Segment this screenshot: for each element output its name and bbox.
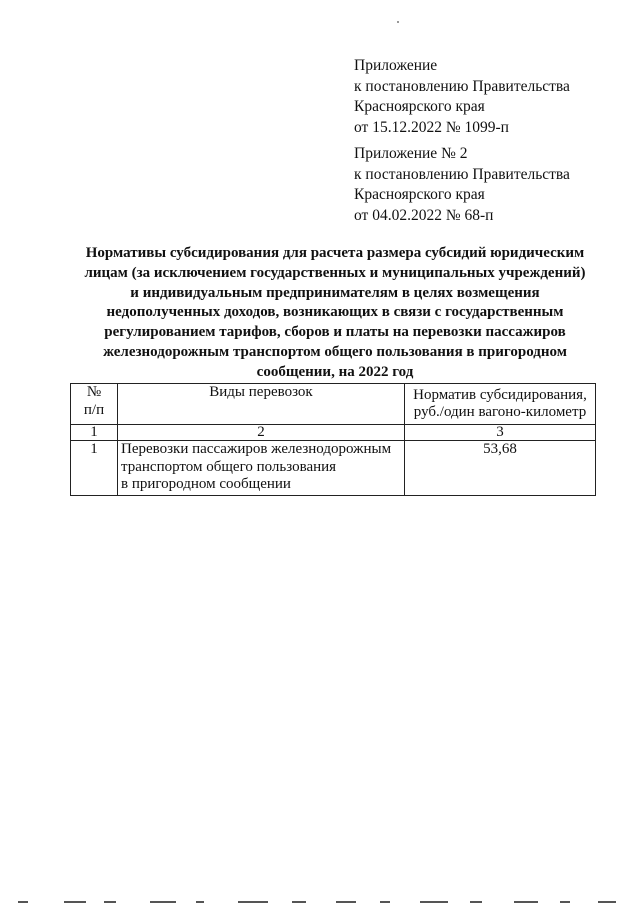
header-number-abbr: п/п <box>83 401 105 418</box>
appendix-reference-original <box>354 144 570 226</box>
title-line: регулированием тарифов, сборов и платы на перевозки пассажиров <box>104 324 566 341</box>
appendix-label: Приложение № 2 <box>354 145 468 162</box>
scan-footer-marks <box>0 899 640 905</box>
appendix-reference-current <box>354 56 570 138</box>
subsidy-norms-table <box>70 383 596 496</box>
row-transport-type <box>118 441 405 496</box>
column-number: 1 <box>71 425 118 441</box>
appendix-region: Красноярского края <box>354 186 485 203</box>
appendix-label: Приложение <box>354 57 438 74</box>
header-norm-cell <box>405 384 596 425</box>
title-line: сообщении, на 2022 год <box>256 363 414 380</box>
row-transport-type-line: транспортом общего пользования <box>121 458 337 475</box>
appendix-date-number: от 04.02.2022 № 68-п <box>354 206 494 224</box>
title-line: Нормативы субсидирования для расчета размера субсидий юридическим <box>85 245 585 261</box>
appendix-resolution: к постановлению Правительства <box>354 165 570 183</box>
appendix-region: Красноярского края <box>354 98 485 115</box>
title-line: и индивидуальным предпринимателям в целях возмещения <box>130 284 540 301</box>
header-number-cell <box>71 384 118 425</box>
header-transport-type: Виды перевозок <box>209 384 313 400</box>
header-norm-line2: руб./один вагоно-километр <box>413 404 587 420</box>
column-number: 3 <box>405 425 596 441</box>
column-number-row <box>71 425 596 441</box>
title-line: железнодорожным транспортом общего пользования в пригородном <box>103 343 567 360</box>
header-norm-line1: Норматив субсидирования, <box>413 386 587 403</box>
document-title <box>70 244 600 383</box>
row-transport-type-line: Перевозки пассажиров железнодорожным <box>121 441 392 457</box>
header-number-sign: № <box>86 384 102 400</box>
appendix-date-number: от 15.12.2022 № 1099-п <box>354 118 509 136</box>
title-line: недополученных доходов, возникающих в связи с государственным <box>106 304 564 321</box>
column-number: 2 <box>118 425 405 441</box>
row-transport-type-line: в пригородном сообщении <box>121 476 291 492</box>
header-transport-type-cell <box>118 384 405 425</box>
table-row <box>71 441 596 496</box>
title-line: лицам (за исключением государственных и муниципальных учреждений) <box>84 264 586 281</box>
appendix-resolution: к постановлению Правительства <box>354 77 570 95</box>
row-norm-value: 53,68 <box>405 441 596 496</box>
row-number: 1 <box>71 441 118 496</box>
scan-artifact-dot <box>397 21 399 23</box>
table-header-row <box>71 384 596 425</box>
